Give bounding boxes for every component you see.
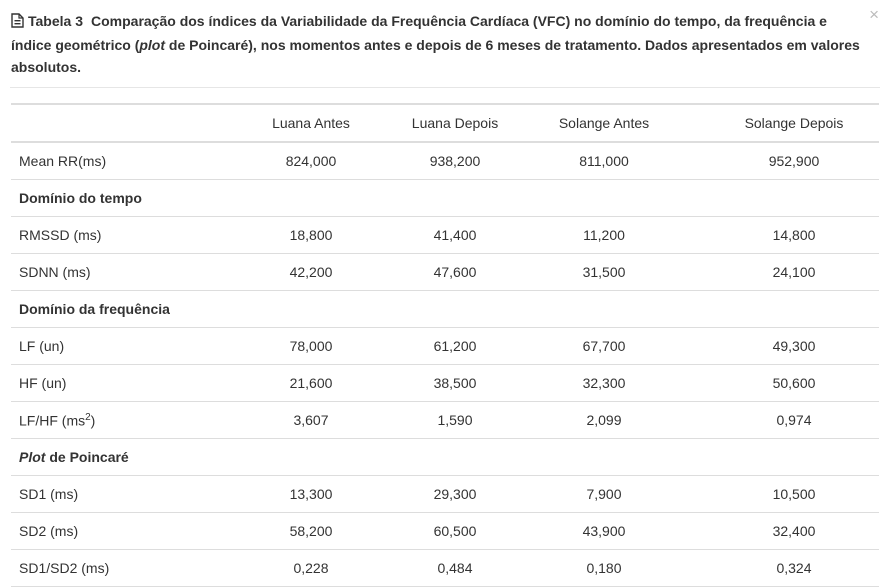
value-cell: 0,324 [776, 560, 812, 576]
row-label: SDNN (ms) [19, 264, 91, 280]
value-cell: 7,900 [586, 486, 622, 502]
value-cell: 0,974 [776, 412, 812, 428]
value-cell: 61,200 [433, 338, 477, 354]
row-label: SD1/SD2 (ms) [19, 560, 110, 576]
table-row [11, 513, 879, 550]
value-cell: 38,500 [433, 375, 477, 391]
table-section-row [11, 180, 879, 217]
value-cell: 0,180 [586, 560, 622, 576]
value-cell: 78,000 [289, 338, 333, 354]
value-cell: 60,500 [433, 523, 477, 539]
value-cell: 49,300 [772, 338, 816, 354]
row-label: Mean RR(ms) [19, 153, 107, 169]
value-cell: 0,484 [437, 560, 473, 576]
row-label: RMSSD (ms) [19, 227, 102, 243]
document-icon[interactable] [11, 12, 24, 34]
table-row [11, 550, 879, 587]
section-label [11, 439, 879, 476]
row-label: SD2 (ms) [19, 523, 79, 539]
header-cell: Solange Antes [558, 115, 650, 131]
table-section-row [11, 439, 879, 476]
value-cell: 58,200 [289, 523, 333, 539]
caption-text-end: de Poincaré), nos momentos antes e depois de 6 meses de tratamento. Dados apresentados em valores absolutos. [11, 37, 860, 75]
caption-divider [10, 87, 880, 88]
value-cell: 2,099 [586, 412, 622, 428]
row-label [11, 402, 211, 439]
header-cell: Luana Antes [272, 115, 350, 131]
row-label-text: LF/HF (ms [19, 412, 86, 429]
value-cell: 32,400 [772, 523, 816, 539]
value-cell: 952,900 [768, 153, 820, 169]
value-cell: 18,800 [289, 227, 333, 243]
value-cell: 10,500 [772, 486, 816, 502]
caption-label: Tabela 3 [28, 13, 83, 29]
section-label-rest: de Poincaré [45, 449, 129, 465]
value-cell: 14,800 [772, 227, 816, 243]
value-cell: 67,700 [582, 338, 626, 354]
value-cell: 42,200 [289, 264, 333, 280]
table-row [11, 217, 879, 254]
value-cell: 0,228 [293, 560, 329, 576]
table-row [11, 328, 879, 365]
table-row [11, 476, 879, 513]
table-row [11, 142, 879, 180]
table-row [11, 254, 879, 291]
row-label-superscript: 2 [85, 411, 91, 423]
value-cell: 824,000 [285, 153, 337, 169]
value-cell: 938,200 [429, 153, 481, 169]
header-cell: Solange Depois [744, 115, 844, 131]
section-label: Domínio do tempo [19, 190, 142, 206]
table-section-row [11, 291, 879, 328]
header-cell [11, 104, 211, 142]
value-cell: 31,500 [582, 264, 626, 280]
row-label: LF (un) [19, 338, 65, 354]
value-cell: 3,607 [293, 412, 329, 428]
table-row [11, 402, 879, 439]
row-label: HF (un) [19, 375, 67, 391]
caption-plot-word: plot [139, 37, 166, 53]
value-cell: 29,300 [433, 486, 477, 502]
table-caption [11, 10, 869, 78]
section-label-italic: Plot [19, 449, 46, 465]
caption-text: Comparação dos índices da Variabilidade da Frequência Cardíaca (VFC) no domínio do tempo, da frequência e índice geométrico ( [11, 13, 827, 53]
row-label: SD1 (ms) [19, 486, 79, 502]
value-cell: 50,600 [772, 375, 816, 391]
value-cell: 41,400 [433, 227, 477, 243]
value-cell: 32,300 [582, 375, 626, 391]
value-cell: 21,600 [289, 375, 333, 391]
header-cell: Luana Depois [411, 115, 499, 131]
table-row [11, 365, 879, 402]
value-cell: 47,600 [433, 264, 477, 280]
hrv-table [11, 103, 879, 587]
table-body [11, 142, 879, 587]
close-icon[interactable]: × [869, 5, 879, 24]
value-cell: 11,200 [583, 227, 625, 243]
value-cell: 13,300 [289, 486, 333, 502]
row-label-end: ) [90, 412, 96, 429]
value-cell: 43,900 [582, 523, 626, 539]
table-header-row [11, 104, 879, 142]
value-cell: 1,590 [437, 412, 473, 428]
value-cell: 24,100 [772, 264, 816, 280]
section-label: Domínio da frequência [19, 301, 170, 317]
value-cell: 811,000 [579, 153, 629, 169]
